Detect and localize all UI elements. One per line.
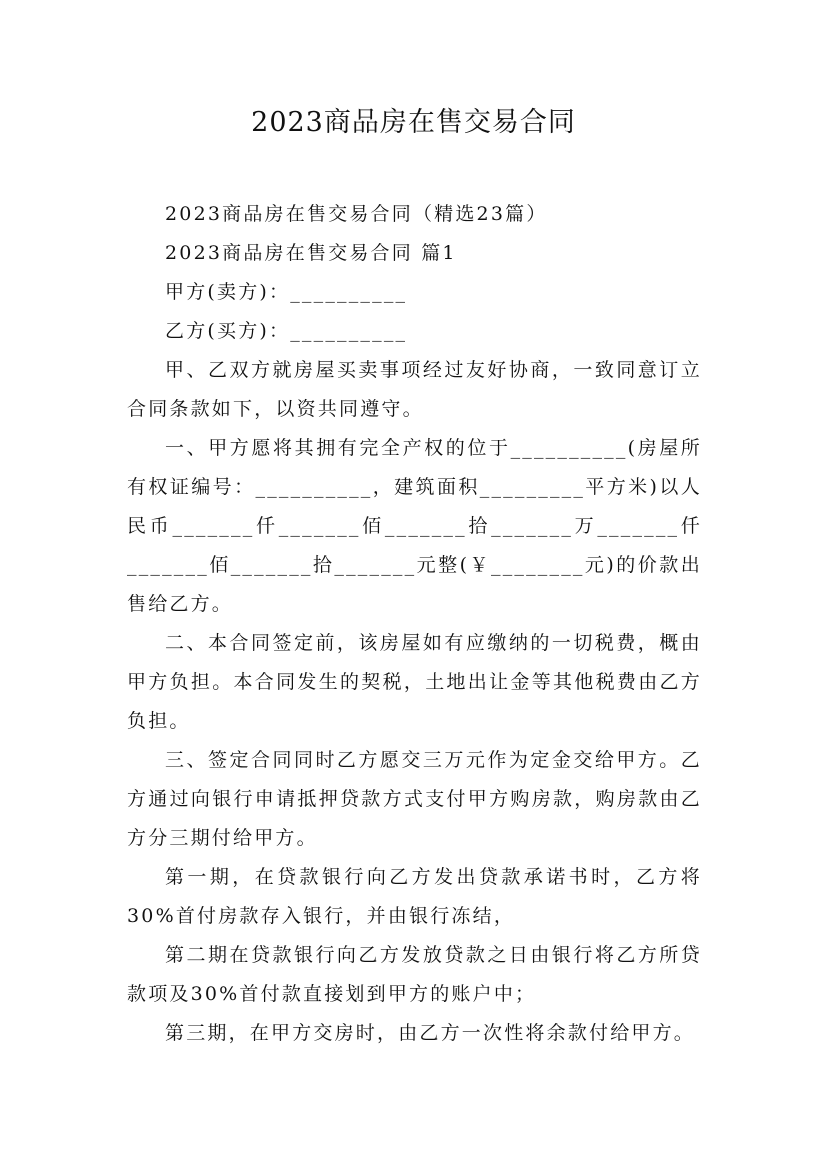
installment-2-paragraph: 第二期在贷款银行向乙方发放贷款之日由银行将乙方所贷款项及30%首付款直接划到甲方的账户中； xyxy=(127,944,702,1005)
clause-3-paragraph: 三、签定合同同时乙方愿交三万元作为定金交给甲方。乙方通过向银行申请抵押贷款方式支付甲方购房款，购房款由乙方分三期付给甲方。 xyxy=(127,749,702,849)
installment-1-paragraph: 第一期，在贷款银行向乙方发出贷款承诺书时，乙方将30%首付房款存入银行，并由银行冻结， xyxy=(127,866,702,927)
intro-paragraph: 甲、乙双方就房屋买卖事项经过友好协商，一致同意订立合同条款如下，以资共同遵守。 xyxy=(127,359,702,420)
party-a-line: 甲方(卖方)：__________ xyxy=(165,281,408,303)
document-body xyxy=(127,195,702,1053)
document-title: 2023商品房在售交易合同 xyxy=(251,107,576,138)
installment-3-paragraph: 第三期，在甲方交房时，由乙方一次性将余款付给甲方。 xyxy=(165,1022,696,1044)
party-b-line: 乙方(买方)：__________ xyxy=(165,320,408,342)
section-heading: 2023商品房在售交易合同 篇1 xyxy=(165,242,457,264)
clause-2-paragraph: 二、本合同签定前，该房屋如有应缴纳的一切税费，概由甲方负担。本合同发生的契税，土地出让金等其他税费由乙方负担。 xyxy=(127,632,702,732)
clause-1-paragraph: 一、甲方愿将其拥有完全产权的位于__________(房屋所有权证编号：__________，建筑面积_________平方米)以人民币_______仟_______佰_______拾_______万_______仟_______佰_______拾_______元整(￥________元)的价款出售给乙方。 xyxy=(127,437,702,615)
subtitle-paragraph: 2023商品房在售交易合同（精选23篇） xyxy=(165,203,548,225)
